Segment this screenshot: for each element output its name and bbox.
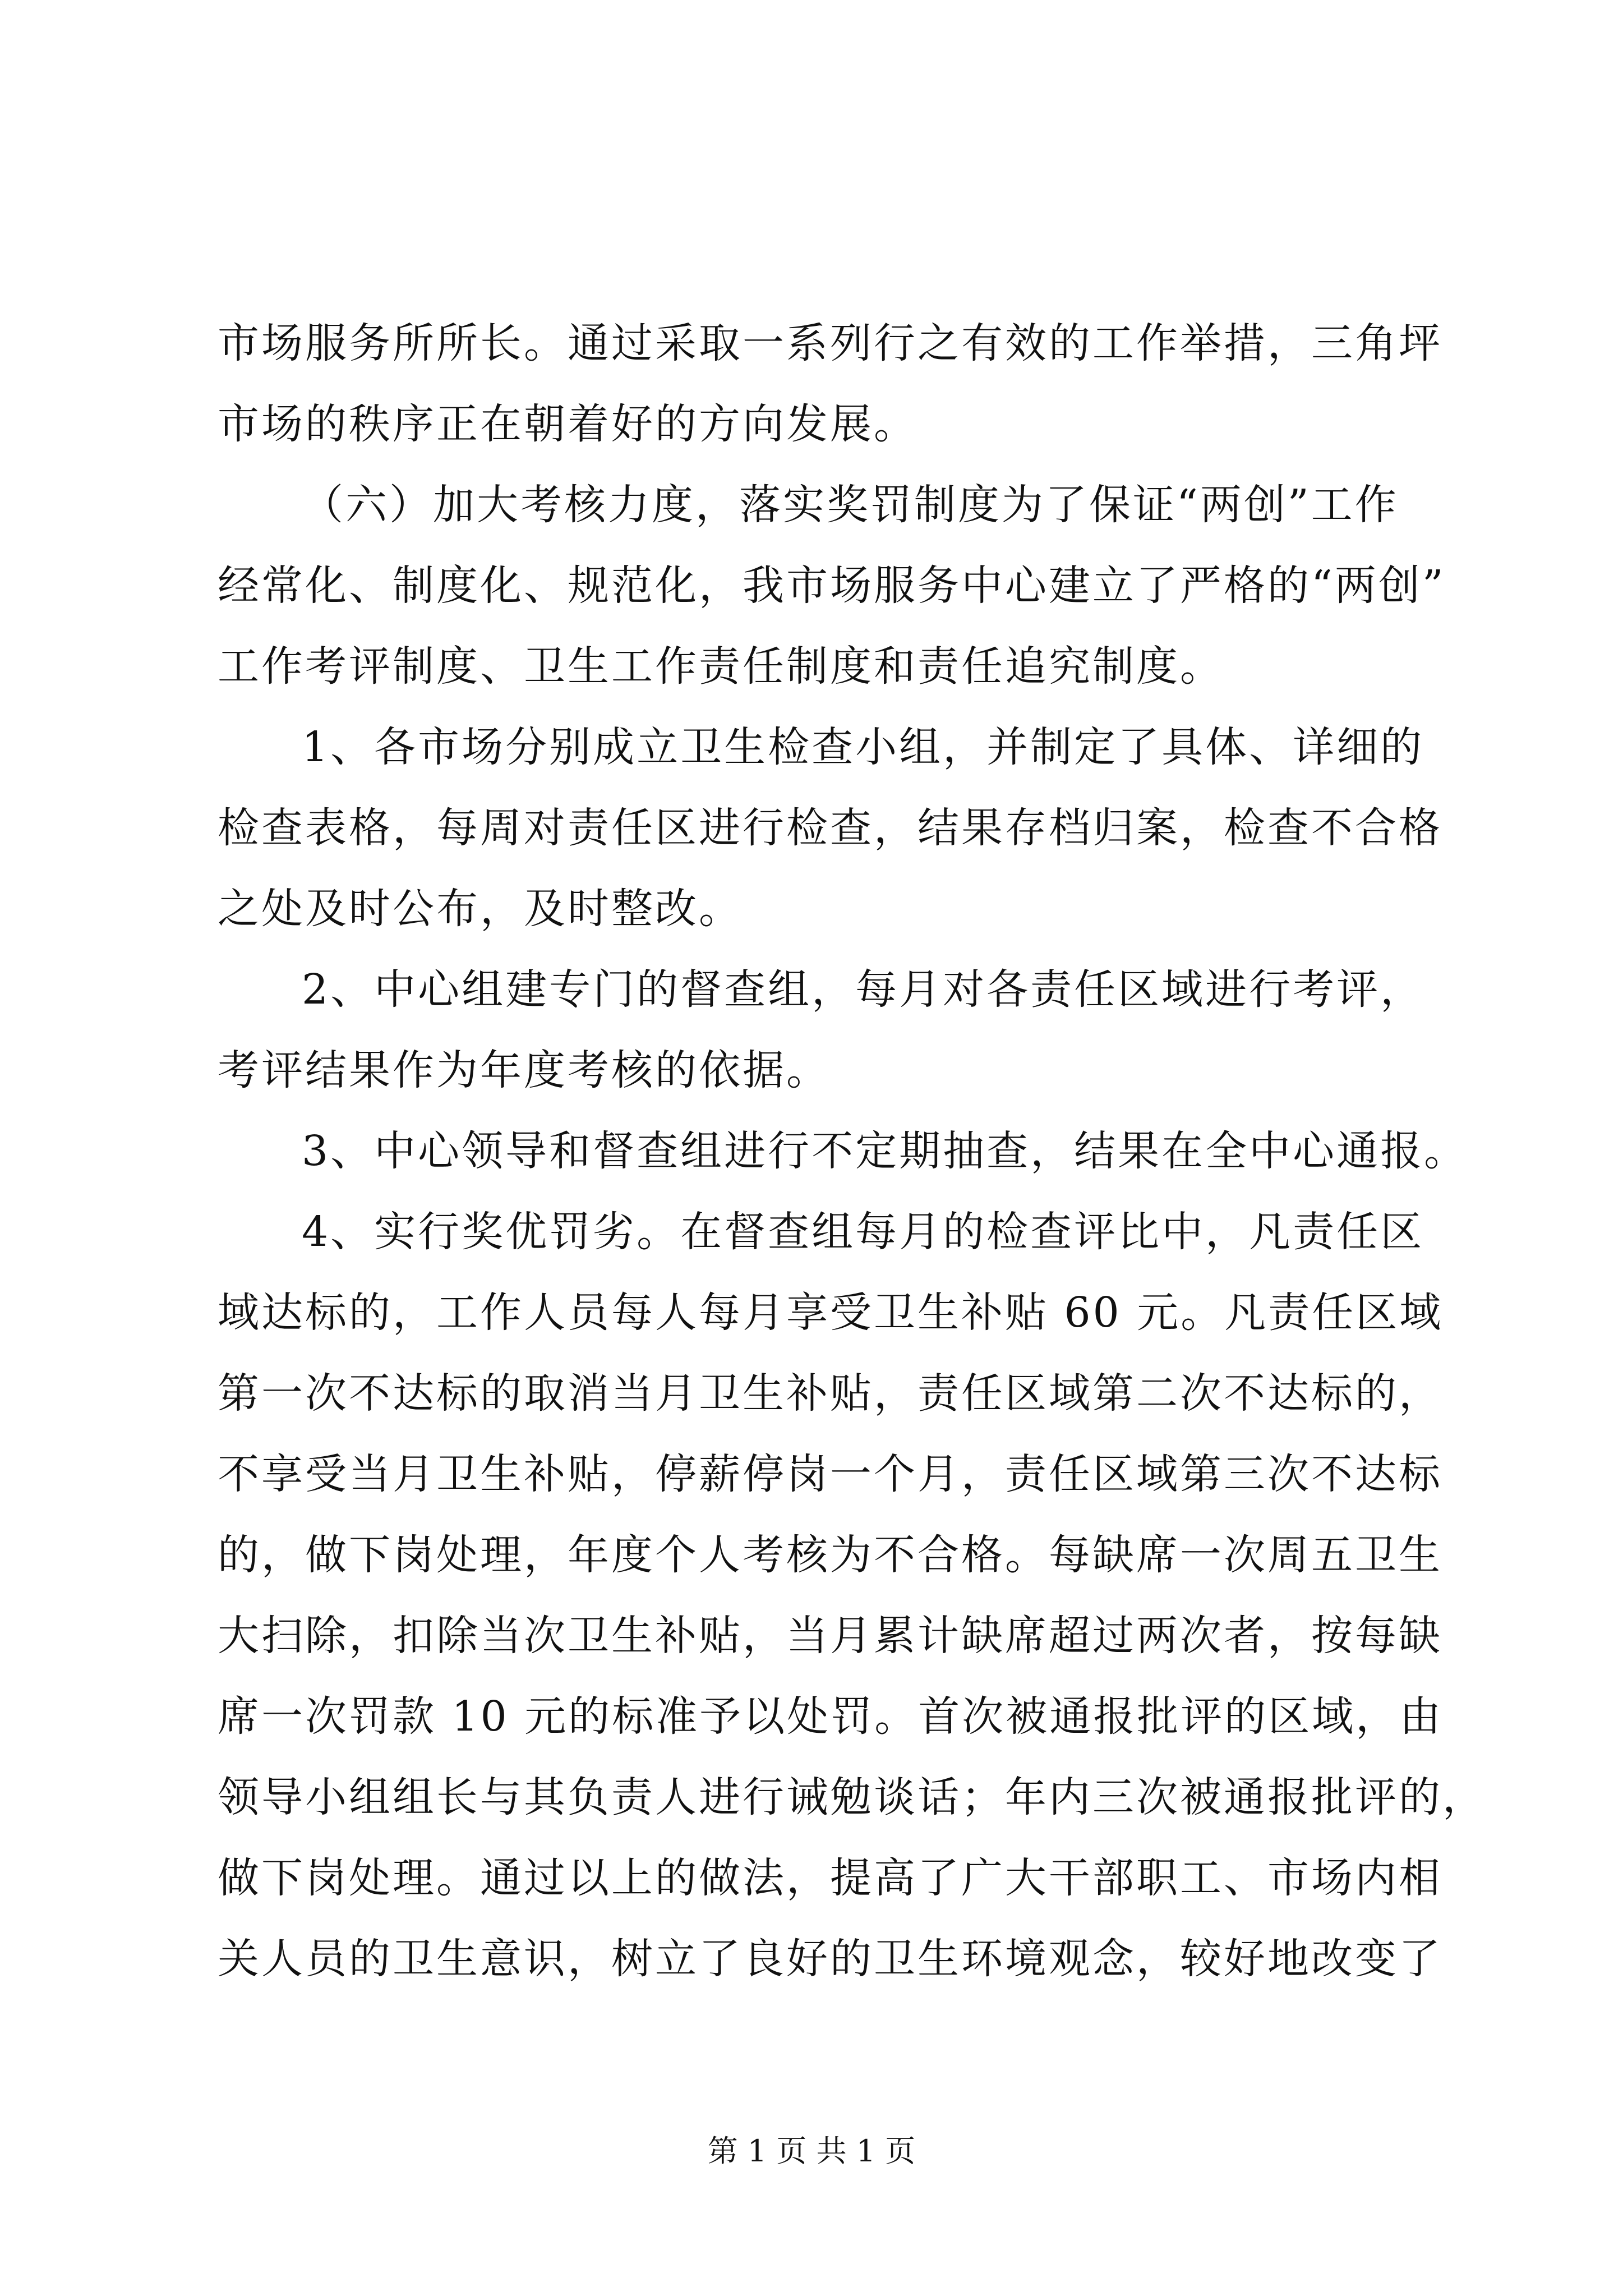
text-line: 经常化、制度化、规范化，我市场服务中心建立了严格的“两创”	[218, 562, 1446, 610]
text-line: 4、实行奖优罚劣。在督查组每月的检查评比中，凡责任区	[302, 1208, 1424, 1256]
text-line: 做下岗处理。通过以上的做法，提高了广大干部职工、市场内相	[218, 1854, 1442, 1902]
text-line: 的，做下岗处理，年度个人考核为不合格。每缺席一次周五卫生	[218, 1531, 1442, 1579]
text-line: 2、中心组建专门的督查组，每月对各责任区域进行考评，	[302, 965, 1424, 1014]
text-line: （六）加大考核力度，落实奖罚制度为了保证“两创”工作	[302, 481, 1399, 529]
text-line: 1、各市场分别成立卫生检查小组，并制定了具体、详细的	[302, 723, 1424, 771]
text-line: 之处及时公布，及时整改。	[218, 885, 743, 933]
text-line: 检查表格，每周对责任区进行检查，结果存档归案，检查不合格	[218, 804, 1442, 852]
text-line: 域达标的，工作人员每人每月享受卫生补贴 60 元。凡责任区域	[218, 1289, 1444, 1337]
text-line: 市场的秩序正在朝着好的方向发展。	[218, 400, 917, 448]
text-line: 席一次罚款 10 元的标准予以处罚。首次被通报批评的区域，由	[218, 1692, 1444, 1741]
text-line: 不享受当月卫生补贴，停薪停岗一个月，责任区域第三次不达标	[218, 1450, 1442, 1498]
body-text	[218, 303, 1486, 1999]
text-line: 考评结果作为年度考核的依据。	[218, 1046, 830, 1094]
text-line: 大扫除，扣除当次卫生补贴，当月累计缺席超过两次者，按每缺	[218, 1612, 1442, 1660]
text-line: 3、中心领导和督查组进行不定期抽查，结果在全中心通报。	[302, 1127, 1468, 1175]
page-footer: 第 1 页 共 1 页	[707, 2133, 916, 2169]
text-line: 关人员的卫生意识，树立了良好的卫生环境观念，较好地改变了	[218, 1935, 1442, 1983]
text-line: 第一次不达标的取消当月卫生补贴，责任区域第二次不达标的，	[218, 1369, 1442, 1418]
text-line: 市场服务所所长。通过采取一系列行之有效的工作举措，三角坪	[218, 319, 1442, 367]
text-line: 工作考评制度、卫生工作责任制度和责任追究制度。	[218, 642, 1224, 691]
text-line: 领导小组组长与其负责人进行诫勉谈话；年内三次被通报批评的，	[218, 1773, 1486, 1821]
